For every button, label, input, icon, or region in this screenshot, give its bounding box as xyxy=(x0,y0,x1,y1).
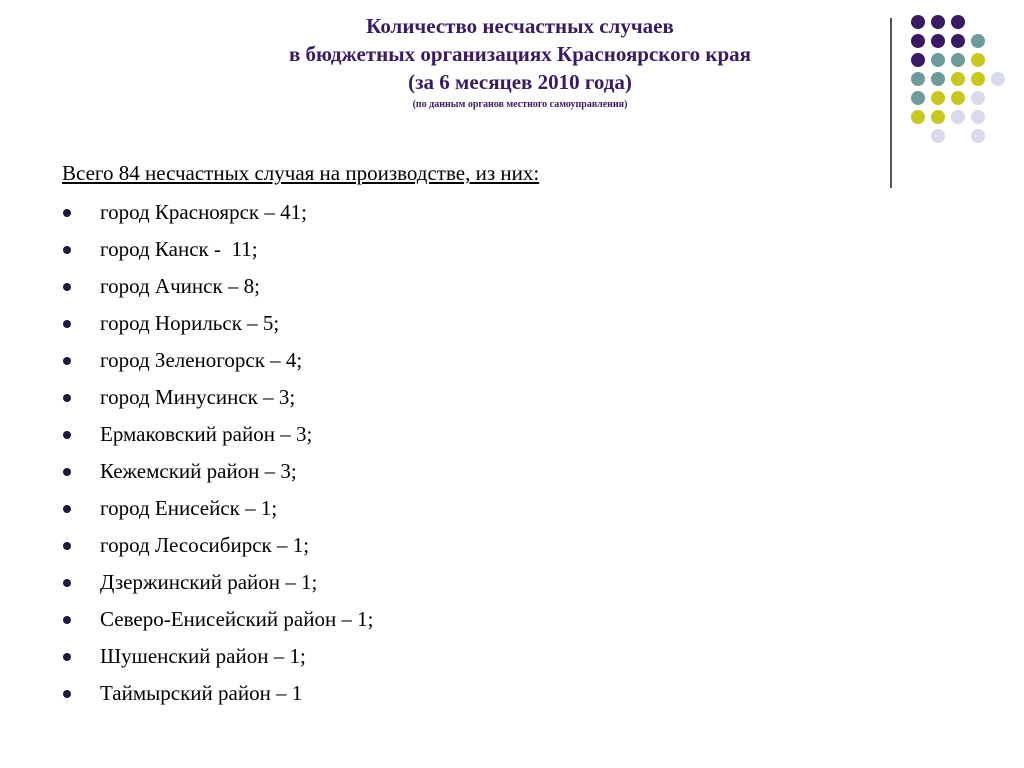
decorative-dot xyxy=(951,34,965,48)
list-item xyxy=(62,527,842,564)
list-item-text: город Зеленогорск – 4; xyxy=(100,348,303,372)
bullet-icon xyxy=(63,505,71,513)
vertical-divider xyxy=(890,18,892,188)
title-line-1: Количество несчастных случаев xyxy=(366,14,674,38)
bullet-icon xyxy=(63,246,71,254)
bullet-icon xyxy=(63,357,71,365)
decorative-dot xyxy=(951,91,965,105)
bullet-icon xyxy=(63,209,71,217)
bullet-icon xyxy=(63,542,71,550)
list-item-text: город Лесосибирск – 1; xyxy=(100,533,310,557)
bullet-icon xyxy=(63,653,71,661)
list-item xyxy=(62,342,842,379)
list-item-text: город Ачинск – 8; xyxy=(100,274,260,298)
list-item xyxy=(62,231,842,268)
decorative-dot xyxy=(931,15,945,29)
decorative-dot xyxy=(951,110,965,124)
intro-text: Всего 84 несчастных случая на производстве, из них: xyxy=(62,161,540,185)
list-item-text: Шушенский район – 1; xyxy=(100,644,306,668)
list-item-text: Кежемский район – 3; xyxy=(100,459,297,483)
list-item-text: Дзержинский район – 1; xyxy=(100,570,318,594)
bullet-icon xyxy=(63,579,71,587)
list-item xyxy=(62,416,842,453)
title-line-2: в бюджетных организациях Красноярского края xyxy=(288,42,752,66)
list-item xyxy=(62,638,842,675)
decorative-dot xyxy=(931,91,945,105)
bullet-icon xyxy=(63,320,71,328)
decorative-dot xyxy=(971,72,985,86)
list-item xyxy=(62,305,842,342)
list-item xyxy=(62,379,842,416)
decorative-dot xyxy=(951,53,965,67)
list-item-text: город Минусинск – 3; xyxy=(100,385,296,409)
list-item-text: Таймырский район – 1 xyxy=(100,681,303,705)
list-item xyxy=(62,490,842,527)
decorative-dot xyxy=(911,72,925,86)
list-item-text: город Норильск – 5; xyxy=(100,311,280,335)
bullet-icon xyxy=(63,431,71,439)
decorative-dot xyxy=(911,34,925,48)
decorative-dot xyxy=(931,129,945,143)
decorative-dot xyxy=(971,34,985,48)
list-item xyxy=(62,268,842,305)
bullet-icon xyxy=(63,394,71,402)
list-item xyxy=(62,194,842,231)
decorative-dot xyxy=(971,53,985,67)
list-item-text: город Канск - 11; xyxy=(100,237,258,261)
list-item-text: Ермаковский район – 3; xyxy=(100,422,313,446)
decorative-dot xyxy=(911,15,925,29)
list-item xyxy=(62,675,842,712)
decorative-dot xyxy=(911,91,925,105)
decorative-dot xyxy=(971,110,985,124)
title-source-note: (по данным органов местного самоуправления) xyxy=(412,99,628,110)
list-item-text: Северо-Енисейский район – 1; xyxy=(100,607,374,631)
decorative-dot xyxy=(951,72,965,86)
slide-title xyxy=(200,12,840,112)
decorative-dot xyxy=(911,53,925,67)
decorative-dot xyxy=(931,34,945,48)
decorative-dot xyxy=(931,110,945,124)
decorative-dot xyxy=(911,110,925,124)
bullet-icon xyxy=(63,616,71,624)
list-item xyxy=(62,601,842,638)
bullet-icon xyxy=(63,690,71,698)
list-item xyxy=(62,453,842,490)
list-item-text: город Красноярск – 41; xyxy=(100,200,307,224)
list-item xyxy=(62,564,842,601)
decorative-dot xyxy=(971,129,985,143)
list-item-text: город Енисейск – 1; xyxy=(100,496,278,520)
title-line-3: (за 6 месяцев 2010 года) xyxy=(408,70,632,94)
decorative-dot xyxy=(931,53,945,67)
decorative-dot xyxy=(971,91,985,105)
decorative-dot xyxy=(991,72,1005,86)
decorative-dot xyxy=(951,15,965,29)
bullet-icon xyxy=(63,283,71,291)
incident-list xyxy=(62,194,842,712)
decorative-dot xyxy=(931,72,945,86)
content-body xyxy=(62,157,842,712)
bullet-icon xyxy=(63,468,71,476)
